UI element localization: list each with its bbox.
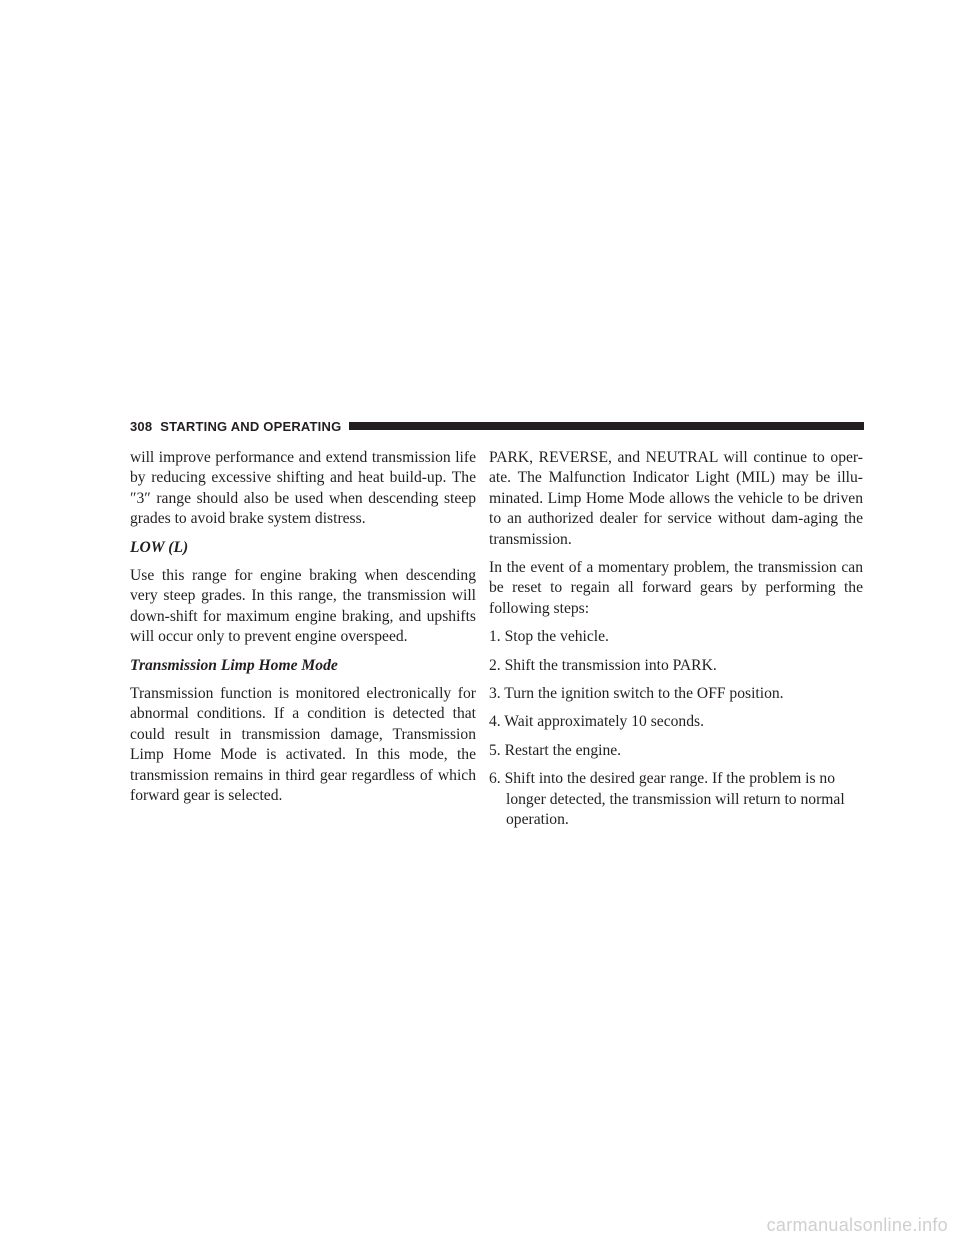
page-number: 308: [130, 418, 153, 434]
reset-step: 4. Wait approximately 10 seconds.: [489, 713, 704, 731]
reset-step: 2. Shift the transmission into PARK.: [489, 656, 717, 674]
paragraph-limp-home-mode: Transmission function is monitored electronically for abnormal conditions. If a condition is detected that could result in transmission damage, Transmission Limp Home Mode is activated. In this mode, the transmission remains in third gear regardless of which forward gear is selected.: [130, 685, 476, 805]
reset-step: 6. Shift into the desired gear range. If the problem is no longer detected, the transmission will return to normal operation.: [489, 770, 845, 829]
paragraph-low-range: Use this range for engine braking when descending very steep grades. In this range, the transmission will down-shift for maximum engine braking, and upshifts will occur only to prevent engine overspeed.: [130, 567, 476, 646]
reset-steps-list: [489, 627, 863, 830]
paragraph-transmission-life: will improve performance and extend transmission life by reducing excessive shifting and heat build-up. The ″3″ range should also be used when descending steep grades to avoid brake system distress.: [130, 449, 476, 528]
reset-step: 5. Restart the engine.: [489, 741, 622, 759]
paragraph-limp-home-continued: PARK, REVERSE, and NEUTRAL will continue to oper-ate. The Malfunction Indicator Light (MIL) may be illu-minated. Limp Home Mode allows the vehicle to be driven to an authorized dealer for service without dam-aging the transmission.: [489, 449, 863, 548]
watermark: carmanualsonline.info: [766, 1215, 948, 1235]
header-rule: [349, 422, 864, 430]
heading-low-range: LOW (L): [130, 538, 189, 556]
reset-step: 3. Turn the ignition switch to the OFF position.: [489, 685, 784, 703]
right-column: [489, 448, 863, 839]
left-column: [130, 448, 476, 815]
heading-limp-home-mode: Transmission Limp Home Mode: [130, 656, 338, 674]
reset-step: 1. Stop the vehicle.: [489, 628, 609, 646]
paragraph-reset-intro: In the event of a momentary problem, the transmission can be reset to regain all forward gears by performing the following steps:: [489, 559, 863, 617]
section-title: STARTING AND OPERATING: [160, 418, 342, 434]
page-header: [130, 418, 864, 434]
